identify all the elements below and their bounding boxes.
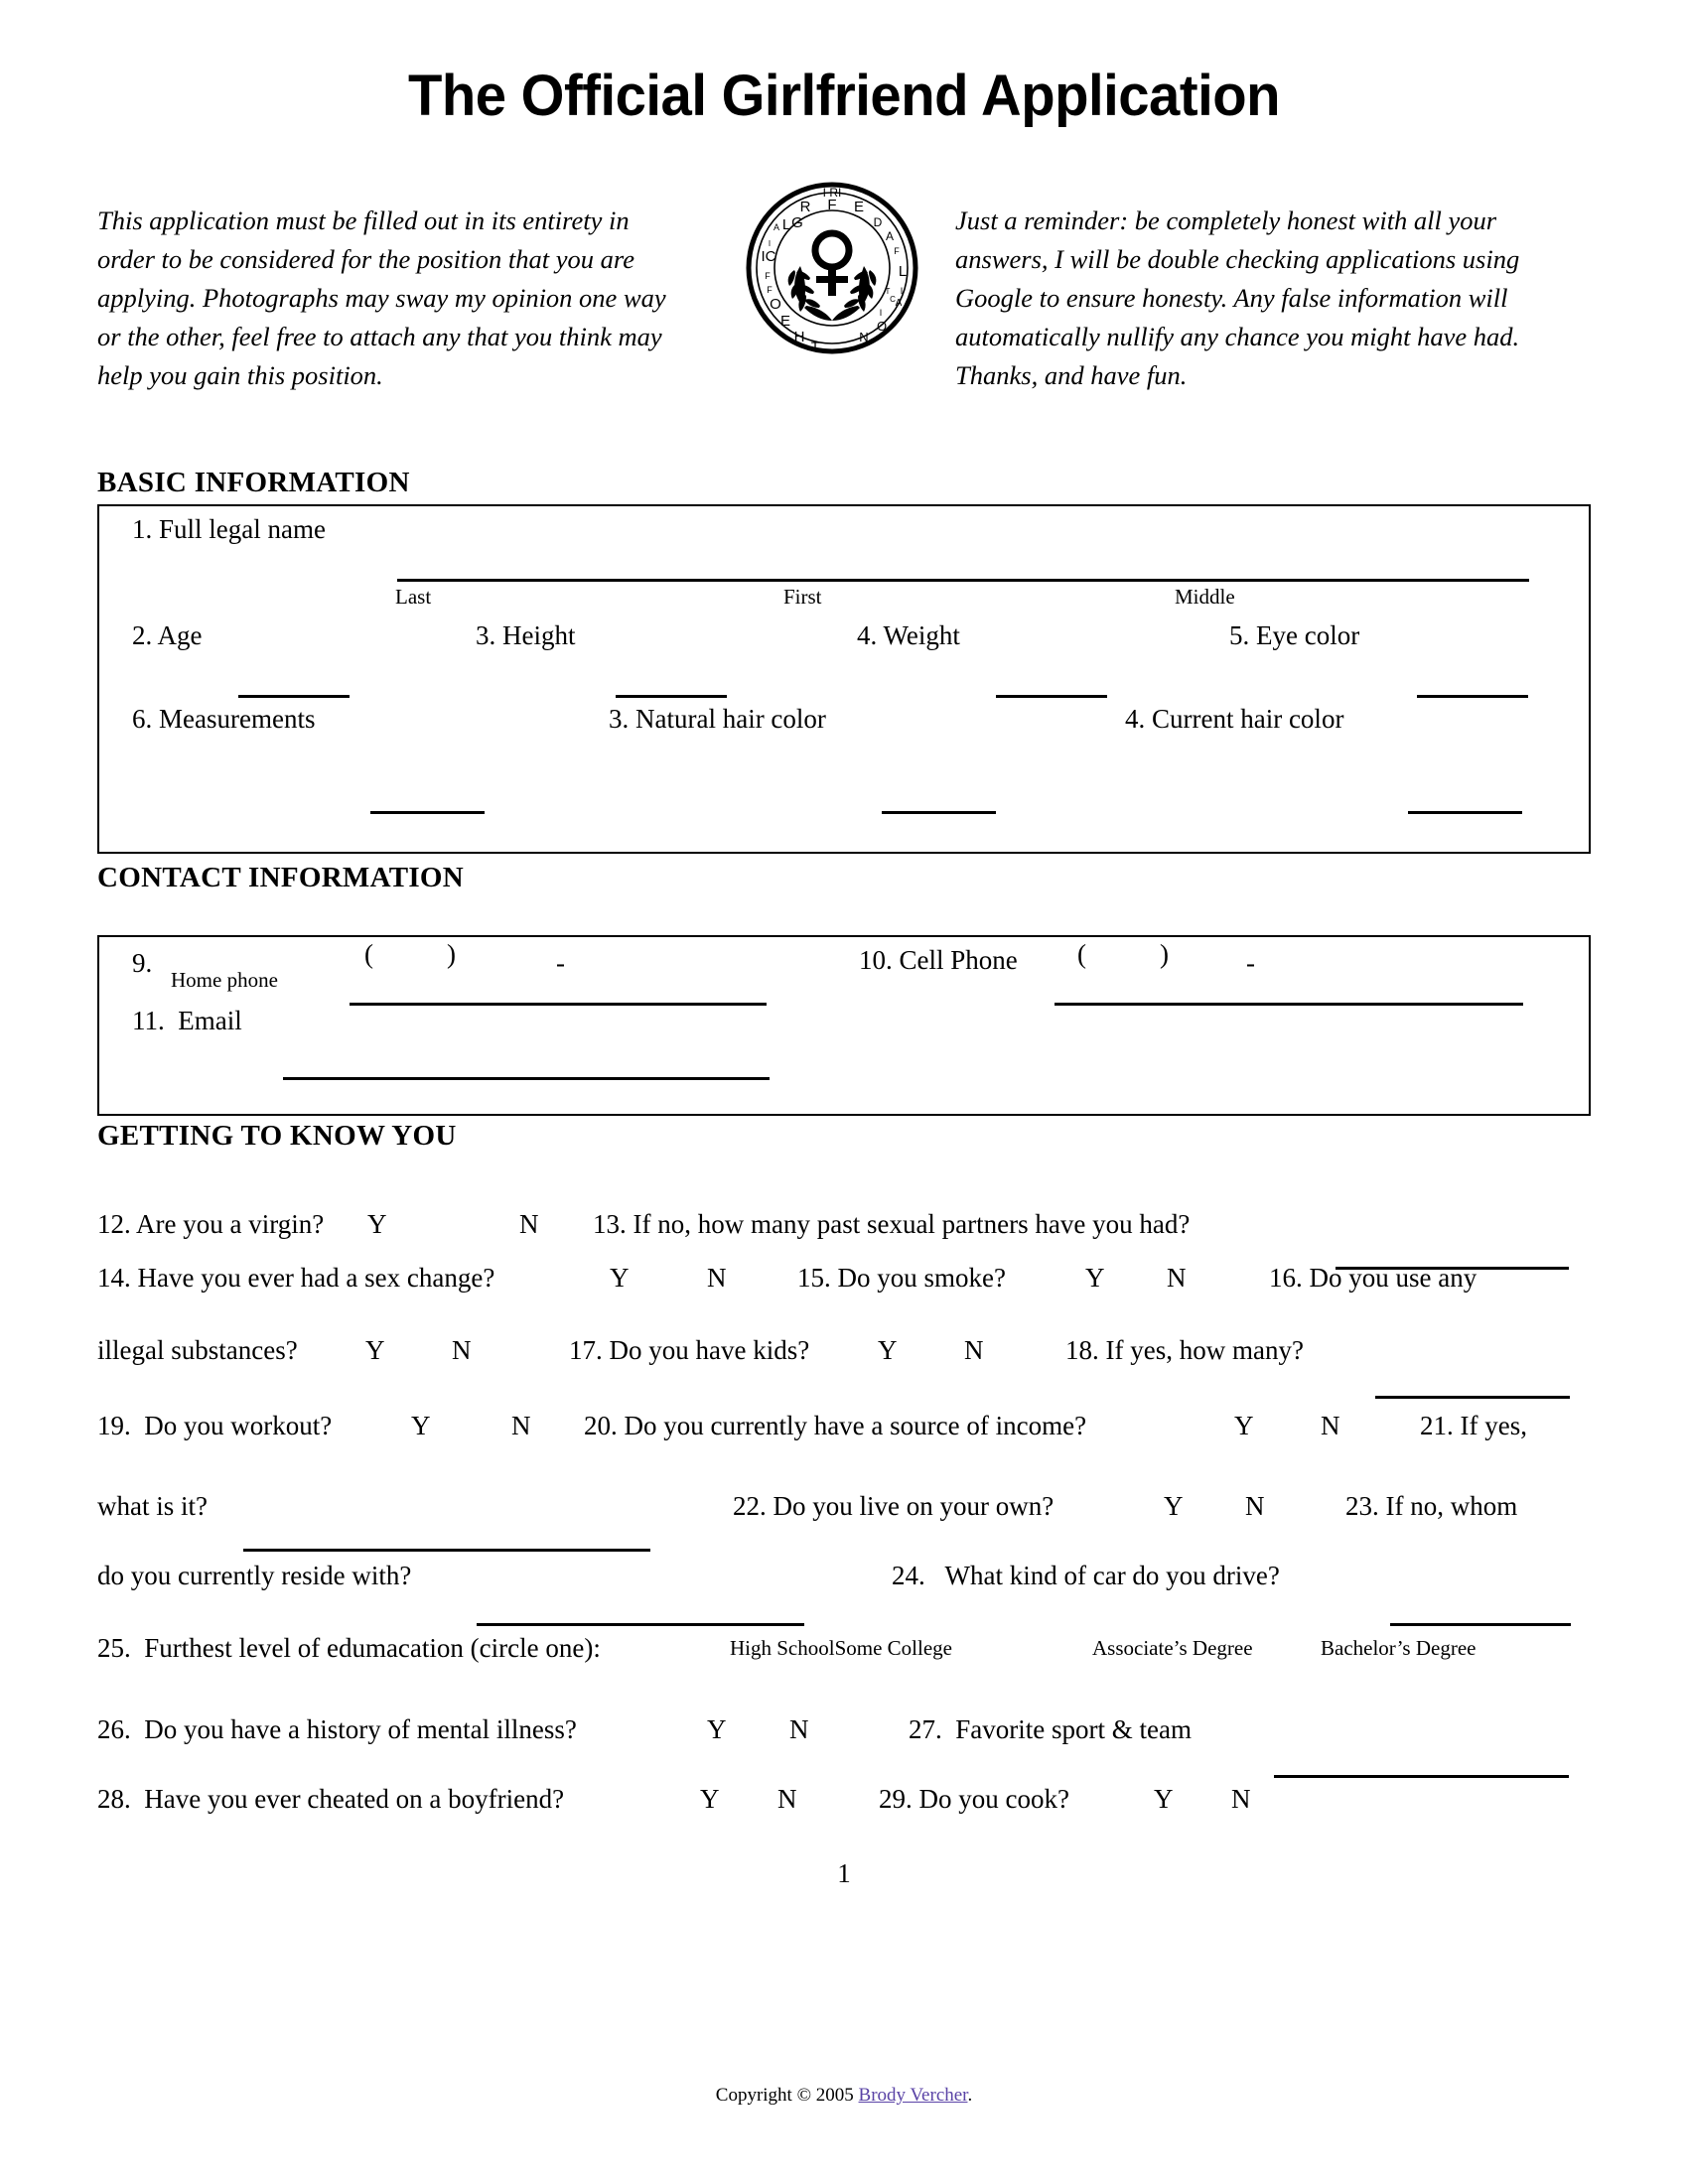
- question-16-yes-option[interactable]: Y: [365, 1335, 385, 1365]
- question-4-weight: 4. Weight: [857, 620, 960, 650]
- question-6-measurements: 6. Measurements: [132, 704, 316, 734]
- question-9-number: 9.: [132, 948, 153, 978]
- question-12-yes-option[interactable]: Y: [367, 1209, 387, 1239]
- svg-text:L: L: [781, 216, 791, 233]
- question-19-yes-option[interactable]: Y: [411, 1411, 431, 1440]
- eye-color-input-line[interactable]: [1417, 695, 1528, 698]
- svg-text:E: E: [779, 313, 791, 330]
- question-23-input-line[interactable]: [477, 1623, 804, 1626]
- page-number: 1: [837, 1858, 851, 1888]
- question-29-yes-option[interactable]: Y: [1154, 1784, 1174, 1814]
- cell-phone-input-line[interactable]: [1055, 1003, 1523, 1006]
- question-24-car: 24. What kind of car do you drive?: [892, 1561, 1280, 1590]
- question-15-smoke: 15. Do you smoke?: [797, 1263, 1006, 1293]
- home-phone-input-line[interactable]: [350, 1003, 767, 1006]
- footer-copyright: [0, 2085, 1688, 2107]
- question-20-yes-option[interactable]: Y: [1234, 1411, 1254, 1440]
- question-16-illegal-substances-part1: 16. Do you use any: [1269, 1263, 1477, 1293]
- copyright-suffix: .: [967, 2085, 973, 2106]
- name-part-label-last: Last: [395, 585, 432, 609]
- svg-text:I: I: [768, 239, 772, 248]
- question-23-reside-with: do you currently reside with?: [97, 1561, 412, 1590]
- question-13-past-partners: 13. If no, how many past sexual partners have you had?: [593, 1209, 1191, 1239]
- svg-text:O: O: [876, 319, 888, 334]
- svg-text:A: A: [773, 222, 780, 232]
- question-20-income-source: 20. Do you currently have a source of income?: [584, 1411, 1087, 1440]
- question-19-no-option[interactable]: N: [511, 1411, 531, 1440]
- question-5-eye-color: 5. Eye color: [1229, 620, 1360, 650]
- question-18-how-many: 18. If yes, how many?: [1065, 1335, 1304, 1365]
- question-23-if-no-whom-part1: 23. If no, whom: [1345, 1491, 1518, 1521]
- name-part-label-first: First: [783, 585, 822, 609]
- svg-text:F: F: [827, 197, 837, 213]
- svg-text:F: F: [767, 285, 773, 295]
- question-15-yes-option[interactable]: Y: [1085, 1263, 1105, 1293]
- girlfriend-application-seal-logo: [743, 167, 921, 370]
- question-25-education-level: 25. Furthest level of edumacation (circle one):: [97, 1633, 601, 1663]
- svg-text:T: T: [885, 287, 891, 296]
- cell-phone-dash: -: [1246, 948, 1255, 978]
- svg-text:D: D: [873, 215, 883, 229]
- svg-text:L: L: [898, 263, 908, 280]
- section-heading-basic-information: BASIC INFORMATION: [97, 467, 410, 498]
- svg-text:C: C: [890, 295, 896, 304]
- intro-paragraph-right: Just a reminder: be completely honest with all your answers, I will be double checking applications using Google to ensure honesty. Any false information will automatically nullify any chance you might have had. Thanks, and have fun.: [955, 205, 1520, 390]
- weight-input-line[interactable]: [996, 695, 1107, 698]
- svg-text:I: I: [900, 286, 904, 296]
- question-24-input-line[interactable]: [1390, 1623, 1571, 1626]
- intro-paragraph-left: This application must be filled out in its entirety in order to be considered for the position that you are applying. Photographs may sway my opinion one way or the other, feel free to attach any that you think may help you gain this position.: [97, 205, 666, 390]
- question-17-kids: 17. Do you have kids?: [569, 1335, 810, 1365]
- height-input-line[interactable]: [616, 695, 727, 698]
- question-17-yes-option[interactable]: Y: [878, 1335, 898, 1365]
- home-phone-area-open-paren: (: [364, 939, 373, 969]
- question-natural-hair-color: 3. Natural hair color: [609, 704, 826, 734]
- svg-text:A: A: [885, 229, 895, 243]
- question-18-input-line[interactable]: [1375, 1396, 1570, 1399]
- question-12-virgin: 12. Are you a virgin?: [97, 1209, 325, 1239]
- svg-text:E: E: [853, 199, 865, 215]
- natural-hair-color-input-line[interactable]: [882, 811, 996, 814]
- svg-text:R: R: [799, 199, 811, 215]
- section-heading-getting-to-know-you: GETTING TO KNOW YOU: [97, 1120, 457, 1152]
- question-29-cook: 29. Do you cook?: [879, 1784, 1069, 1814]
- svg-text:T: T: [810, 339, 820, 354]
- question-16-illegal-substances-part2: illegal substances?: [97, 1335, 298, 1365]
- question-1-full-legal-name: 1. Full legal name: [132, 514, 326, 544]
- cell-phone-area-close-paren: ): [1160, 939, 1169, 969]
- question-14-sex-change: 14. Have you ever had a sex change?: [97, 1263, 495, 1293]
- home-phone-area-close-paren: ): [447, 939, 456, 969]
- question-21-input-line[interactable]: [243, 1549, 650, 1552]
- question-25-option-highschool-somecollege[interactable]: High SchoolSome College: [730, 1636, 952, 1660]
- svg-text:H: H: [793, 329, 805, 345]
- question-17-no-option[interactable]: N: [964, 1335, 984, 1365]
- home-phone-dash: -: [556, 948, 565, 978]
- page-title: The Official Girlfriend Application: [407, 64, 1281, 128]
- question-21-if-yes-part1: 21. If yes,: [1420, 1411, 1527, 1440]
- basic-information-box: [97, 504, 1591, 854]
- question-12-no-option[interactable]: N: [519, 1209, 539, 1239]
- question-26-mental-illness: 26. Do you have a history of mental illness?: [97, 1714, 577, 1744]
- question-27-favorite-sport-team: 27. Favorite sport & team: [909, 1714, 1192, 1744]
- svg-text:A: A: [895, 298, 903, 309]
- question-14-no-option[interactable]: N: [707, 1263, 727, 1293]
- question-10-cell-phone-label: 10. Cell Phone: [859, 945, 1018, 975]
- question-22-no-option[interactable]: N: [1245, 1491, 1265, 1521]
- cell-phone-area-open-paren: (: [1077, 939, 1086, 969]
- copyright-prefix: Copyright © 2005: [715, 2085, 859, 2106]
- age-input-line[interactable]: [238, 695, 350, 698]
- svg-text:N: N: [859, 330, 869, 344]
- question-14-yes-option[interactable]: Y: [610, 1263, 630, 1293]
- question-25-option-bachelors-degree[interactable]: Bachelor’s Degree: [1321, 1636, 1477, 1660]
- question-2-age: 2. Age: [132, 620, 203, 650]
- svg-text:O: O: [770, 296, 781, 313]
- question-current-hair-color: 4. Current hair color: [1125, 704, 1344, 734]
- question-16-no-option[interactable]: N: [452, 1335, 472, 1365]
- svg-text:F: F: [894, 246, 900, 256]
- svg-text:IC: IC: [761, 248, 776, 265]
- question-9-home-phone-label: Home phone: [171, 968, 278, 992]
- svg-text:F: F: [765, 271, 771, 281]
- question-28-yes-option[interactable]: Y: [700, 1784, 720, 1814]
- section-heading-contact-information: CONTACT INFORMATION: [97, 862, 465, 893]
- question-28-no-option[interactable]: N: [777, 1784, 797, 1814]
- measurements-input-line[interactable]: [370, 811, 485, 814]
- question-22-yes-option[interactable]: Y: [1164, 1491, 1184, 1521]
- question-21-what-is-it: what is it?: [97, 1491, 208, 1521]
- question-22-live-on-own: 22. Do you live on your own?: [733, 1491, 1055, 1521]
- question-3-height: 3. Height: [476, 620, 576, 650]
- question-20-no-option[interactable]: N: [1321, 1411, 1340, 1440]
- svg-text:I RI: I RI: [822, 186, 842, 200]
- question-25-option-associates-degree[interactable]: Associate’s Degree: [1092, 1636, 1253, 1660]
- question-11-email-label: 11. Email: [132, 1006, 242, 1035]
- question-15-no-option[interactable]: N: [1167, 1263, 1187, 1293]
- name-part-label-middle: Middle: [1175, 585, 1235, 609]
- question-28-cheated: 28. Have you ever cheated on a boyfriend?: [97, 1784, 565, 1814]
- question-26-yes-option[interactable]: Y: [707, 1714, 727, 1744]
- question-29-no-option[interactable]: N: [1231, 1784, 1251, 1814]
- question-27-input-line[interactable]: [1274, 1775, 1569, 1778]
- current-hair-color-input-line[interactable]: [1408, 811, 1522, 814]
- svg-text:I: I: [879, 308, 883, 318]
- svg-text:G: G: [791, 214, 803, 231]
- full-legal-name-input-line[interactable]: [397, 579, 1529, 582]
- question-26-no-option[interactable]: N: [789, 1714, 809, 1744]
- question-19-workout: 19. Do you workout?: [97, 1411, 333, 1440]
- contact-information-box: [97, 935, 1591, 1116]
- email-input-line[interactable]: [283, 1077, 770, 1080]
- author-link[interactable]: Brody Vercher: [858, 2085, 968, 2106]
